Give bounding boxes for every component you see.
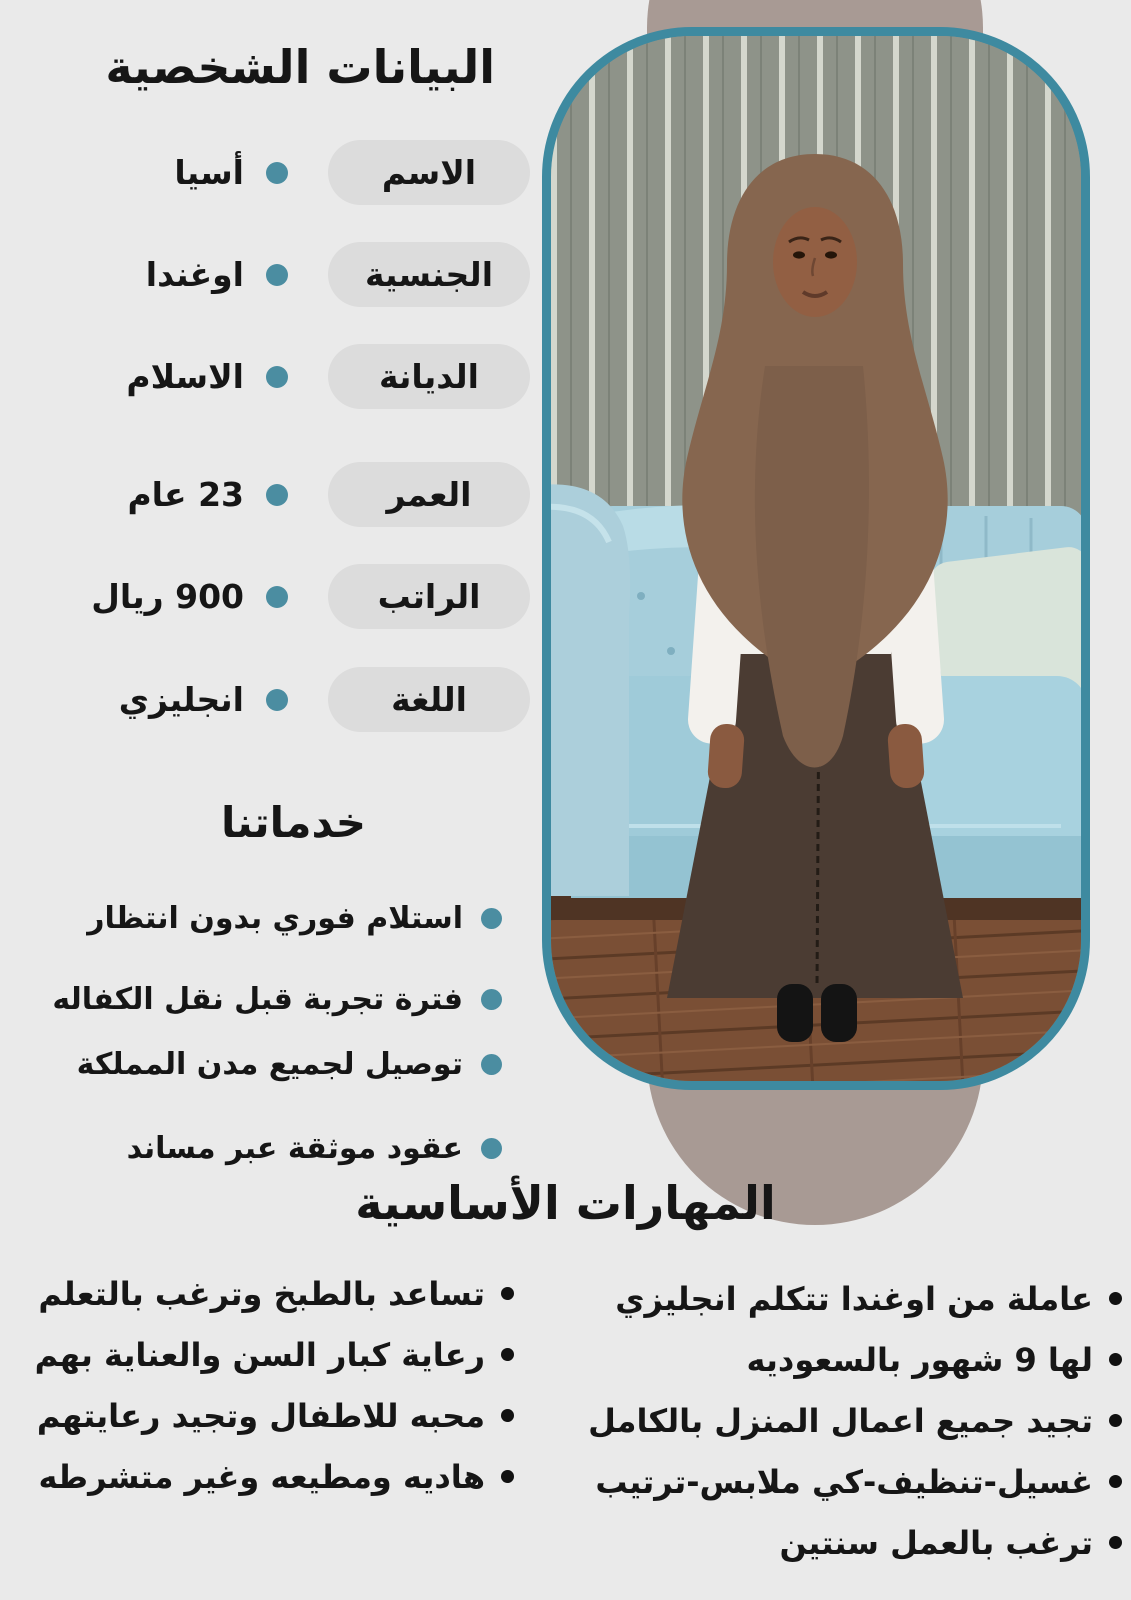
skills-list-left	[35, 1263, 514, 1507]
personal-data-section	[0, 0, 545, 1170]
skill-item	[588, 1329, 1122, 1390]
field-label-pill	[328, 667, 530, 732]
bullet-dot-icon	[266, 366, 288, 388]
info-row-religion	[0, 344, 545, 409]
service-text: استلام فوري بدون انتظار	[87, 900, 463, 936]
shoe	[821, 984, 857, 1042]
bullet-dot-icon	[1109, 1353, 1122, 1366]
info-row-name	[0, 140, 545, 205]
skills-list-right	[588, 1268, 1122, 1573]
bullet-dot-icon	[501, 1287, 514, 1300]
field-value: أسيا	[174, 153, 244, 192]
field-label: الراتب	[377, 577, 481, 616]
services-title: خدماتنا	[221, 798, 366, 847]
skill-item	[35, 1324, 514, 1385]
bullet-dot-icon	[1109, 1536, 1122, 1549]
field-label-pill	[328, 462, 530, 527]
bullet-dot-icon	[481, 1054, 502, 1075]
skill-item	[35, 1385, 514, 1446]
field-label: الاسم	[381, 153, 477, 192]
skill-text: غسيل-تنظيف-كي ملابس-ترتيب	[595, 1462, 1093, 1501]
field-label: اللغة	[391, 680, 467, 719]
service-text: توصيل لجميع مدن المملكة	[76, 1046, 463, 1082]
bullet-dot-icon	[481, 989, 502, 1010]
field-label-pill	[328, 140, 530, 205]
hand	[887, 723, 925, 789]
shoe	[777, 984, 813, 1042]
bullet-dot-icon	[266, 586, 288, 608]
field-label-pill	[328, 564, 530, 629]
hand	[707, 723, 745, 789]
bullet-dot-icon	[266, 484, 288, 506]
bullet-dot-icon	[1109, 1475, 1122, 1488]
skill-item	[588, 1512, 1122, 1573]
personal-data-title: البيانات الشخصية	[105, 40, 495, 94]
skill-text: محبه للاطفال وتجيد رعايتهم	[36, 1396, 485, 1435]
skills-title: المهارات الأساسية	[355, 1176, 776, 1230]
bullet-dot-icon	[501, 1348, 514, 1361]
bullet-dot-icon	[266, 264, 288, 286]
skill-item	[588, 1268, 1122, 1329]
field-value: اوغندا	[145, 255, 244, 294]
skill-text: تساعد بالطبخ وترغب بالتعلم	[38, 1274, 485, 1313]
skill-text: ترغب بالعمل سنتين	[779, 1523, 1093, 1562]
skill-item	[588, 1451, 1122, 1512]
skill-text: هاديه ومطيعه وغير متشرطه	[38, 1457, 485, 1496]
skill-text: تجيد جميع اعمال المنزل بالكامل	[588, 1401, 1093, 1440]
skill-text: رعاية كبار السن والعناية بهم	[34, 1335, 485, 1374]
field-label: العمر	[386, 475, 472, 514]
photo-illustration	[551, 36, 1081, 1081]
service-item	[0, 895, 545, 941]
skill-item	[35, 1263, 514, 1324]
field-label: الديانة	[379, 357, 479, 396]
bullet-dot-icon	[1109, 1292, 1122, 1305]
info-row-age	[0, 462, 545, 527]
service-item	[0, 1125, 545, 1171]
field-value: انجليزي	[118, 680, 244, 719]
field-value: 23 عام	[127, 475, 244, 514]
field-value: 900 ريال	[91, 577, 244, 616]
bullet-dot-icon	[481, 1138, 502, 1159]
bullet-dot-icon	[501, 1470, 514, 1483]
bullet-dot-icon	[1109, 1414, 1122, 1427]
service-item	[0, 976, 545, 1022]
bullet-dot-icon	[501, 1409, 514, 1422]
info-row-salary	[0, 564, 545, 629]
service-item	[0, 1041, 545, 1087]
field-value: الاسلام	[126, 357, 244, 396]
bullet-dot-icon	[266, 689, 288, 711]
field-label-pill	[328, 344, 530, 409]
skill-text: لها 9 شهور بالسعوديه	[746, 1340, 1093, 1379]
info-row-nationality	[0, 242, 545, 307]
bullet-dot-icon	[266, 162, 288, 184]
field-label: الجنسية	[364, 255, 494, 294]
skill-item	[588, 1390, 1122, 1451]
info-row-language	[0, 667, 545, 732]
service-text: عقود موثقة عبر مساند	[126, 1130, 463, 1166]
service-text: فترة تجربة قبل نقل الكفاله	[52, 981, 463, 1017]
skill-item	[35, 1446, 514, 1507]
skill-text: عاملة من اوغندا تتكلم انجليزي	[615, 1279, 1093, 1318]
bullet-dot-icon	[481, 908, 502, 929]
field-label-pill	[328, 242, 530, 307]
worker-photo	[542, 27, 1090, 1090]
